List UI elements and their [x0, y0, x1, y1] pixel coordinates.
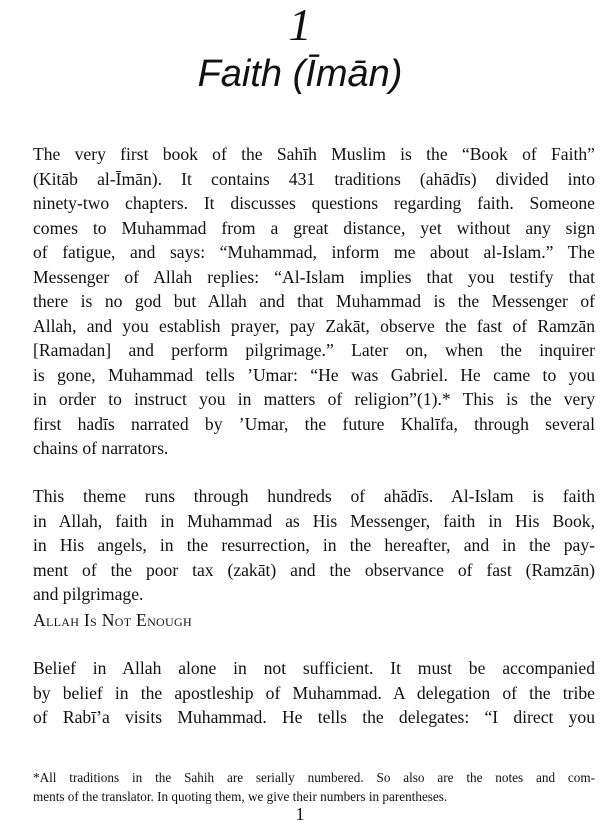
page-number: 1 [295, 804, 305, 824]
paragraph-line: This theme runs through hundreds of ahādīs. Al-Islam is faith [33, 486, 595, 506]
paragraph-line: first hadīs narrated by ’Umar, the future Khalīfa, through several [33, 413, 595, 434]
footnote-line: *All traditions in the Sahih are serially numbered. So also are the notes and com- [33, 770, 595, 785]
paragraph-line: of fatigue, and says: “Muhammad, inform me about al-Islam.” The [33, 242, 595, 262]
footnote [33, 768, 595, 806]
paragraph-belief [33, 656, 595, 730]
paragraph-line: [Ramadan] and perform pilgrimage.” Later on, when the inquirer [33, 340, 595, 360]
section-heading: Allah Is Not Enough [33, 610, 192, 630]
paragraph-line: in His angels, in the resurrection, in the hereafter, and in the pay- [33, 535, 595, 555]
paragraph-line: by belief in the apostleship of Muhammad. A delegation of the tribe [33, 682, 595, 703]
paragraph-line: comes to Muhammad from a great distance, yet without any sign [33, 217, 595, 238]
paragraph-line: Allah, and you establish prayer, pay Zakāt, observe the fast of Ramzān [33, 315, 595, 336]
paragraph-line: The very first book of the Sahīh Muslim is the “Book of Faith” [33, 144, 595, 164]
paragraph-line: Messenger of Allah replies: “Al-Islam implies that you testify that [33, 266, 595, 287]
paragraph-line: ment of the poor tax (zakāt) and the observance of fast (Ramzān) [33, 559, 595, 580]
paragraph-line: ninety-two chapters. It discusses questions regarding faith. Someone [33, 193, 595, 213]
paragraph-line: and pilgrimage. [33, 584, 144, 604]
paragraph-line: chains of narrators. [33, 438, 169, 458]
paragraph-line: there is no god but Allah and that Muhammad is the Messenger of [33, 291, 595, 311]
paragraph-line: in order to instruct you in matters of religion”(1).* This is the very [33, 389, 595, 409]
paragraph-line: Belief in Allah alone in not sufficient. It must be accompanied [33, 658, 595, 678]
chapter-number: 1 [288, 0, 312, 50]
paragraph-line: is gone, Muhammad tells ’Umar: “He was Gabriel. He came to you [33, 364, 595, 385]
paragraph-line: of Rabī’a visits Muhammad. He tells the delegates: “I direct you [33, 707, 595, 727]
paragraph-line: (Kitāb al-Īmān). It contains 431 traditions (ahādīs) divided into [33, 168, 595, 189]
paragraph-theme [33, 484, 595, 607]
paragraph-line: in Allah, faith in Muhammad as His Messenger, faith in His Book, [33, 510, 595, 531]
chapter-title: Faith (Īmān) [197, 53, 403, 95]
paragraph-intro [33, 142, 595, 461]
footnote-line: ments of the translator. In quoting them, we give their numbers in parentheses. [33, 789, 448, 804]
